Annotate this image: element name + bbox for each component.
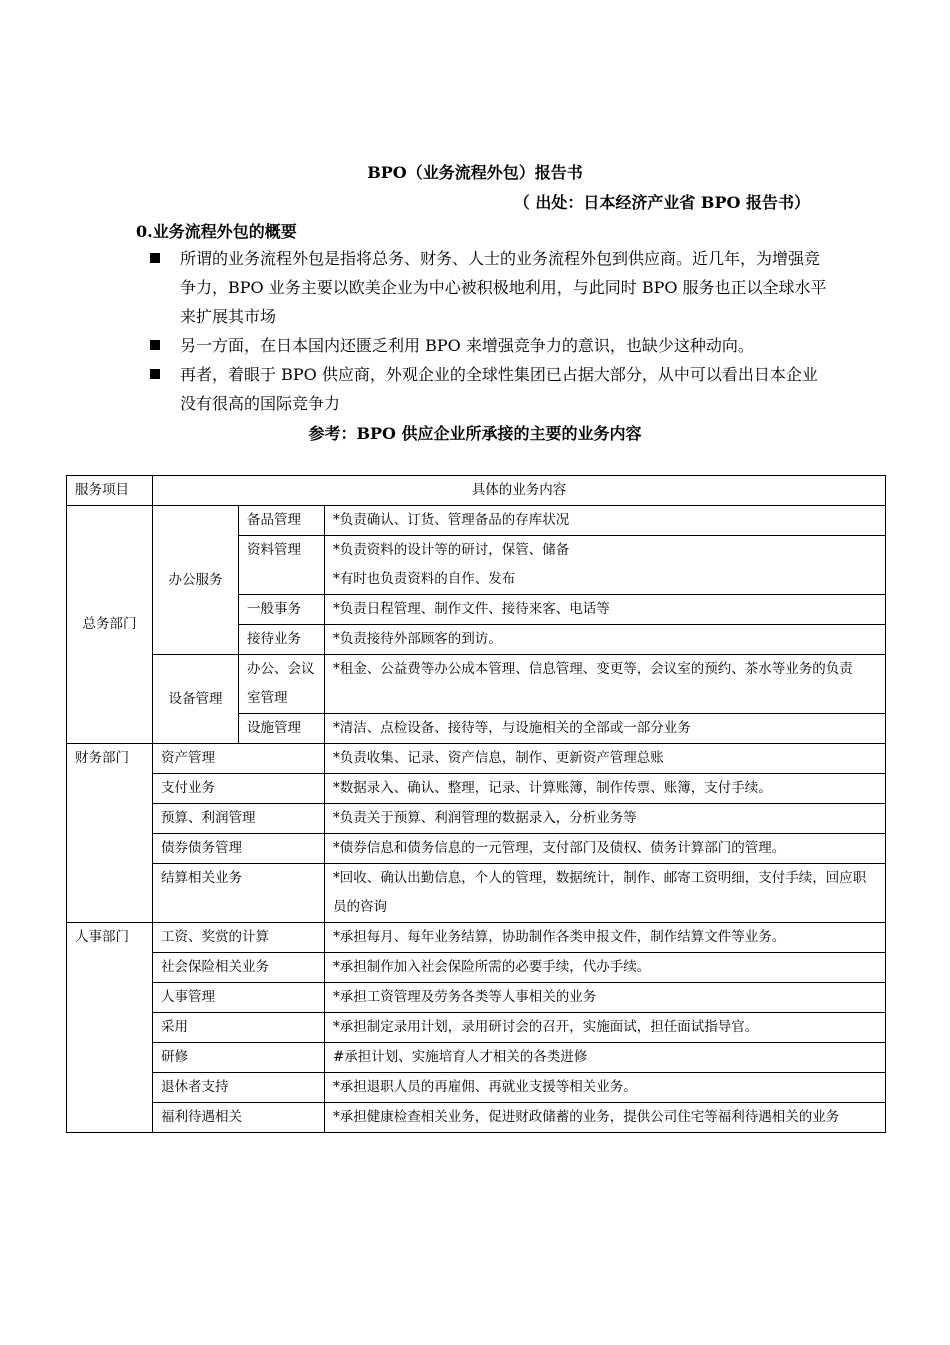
bullet-text: 所谓的业务流程外包是指将总务、财务、人士的业务流程外包到供应商。近几年，为增强竞争力，BPO 业务主要以欧美企业为中心被积极地利用，与此同时 BPO 服务也正以全球水平来扩展其市场 xyxy=(180,249,827,326)
table-row xyxy=(67,923,886,953)
desc-cell: *清洁、点检设备、接待等，与设施相关的全部或一部分业务 xyxy=(325,714,886,744)
group-facility-management: 设备管理 xyxy=(153,655,239,744)
table-row xyxy=(67,834,886,864)
reference-title: 参考：BPO 供应企业所承接的主要的业务内容 xyxy=(308,424,642,443)
item-cell: 办公、会议室管理 xyxy=(239,655,325,714)
item-cell: 研修 xyxy=(153,1043,325,1073)
item-cell: 资料管理 xyxy=(239,536,325,595)
desc-cell: *负责收集、记录、资产信息，制作、更新资产管理总账 xyxy=(325,744,886,774)
bullet-text: 再者，着眼于 BPO 供应商，外观企业的全球性集团已占据大部分，从中可以看出日本企业没有很高的国际竞争力 xyxy=(180,365,818,413)
square-bullet-icon xyxy=(150,369,160,379)
table-row xyxy=(67,1103,886,1133)
table-row xyxy=(67,864,886,923)
square-bullet-icon xyxy=(150,340,160,350)
desc-cell: *承担退职人员的再雇佣、再就业支援等相关业务。 xyxy=(325,1073,886,1103)
item-cell: 工资、奖赏的计算 xyxy=(153,923,325,953)
bullet-item xyxy=(148,244,828,331)
section-heading: 0.业务流程外包的概要 xyxy=(136,222,297,241)
desc-cell: *承担工资管理及劳务各类等人事相关的业务 xyxy=(325,983,886,1013)
desc-cell: *负责确认、订货、管理备品的存库状况 xyxy=(325,506,886,536)
desc-cell: *承担健康检查相关业务，促进财政储蓄的业务，提供公司住宅等福利待遇相关的业务 xyxy=(325,1103,886,1133)
table-row xyxy=(67,506,886,536)
bullet-item xyxy=(148,360,828,418)
desc-cell: *数据录入、确认、整理，记录、计算账簿，制作传票、账簿，支付手续。 xyxy=(325,774,886,804)
group-office-service: 办公服务 xyxy=(153,506,239,655)
header-service-item: 服务项目 xyxy=(67,476,153,506)
item-cell: 备品管理 xyxy=(239,506,325,536)
desc-cell: *回收、确认出勤信息，个人的管理，数据统计，制作、邮寄工资明细，支付手续，回应职员的咨询 xyxy=(325,864,886,923)
desc-cell: *负责日程管理、制作文件、接待来客、电话等 xyxy=(325,595,886,625)
desc-cell: *承担制定录用计划，录用研讨会的召开，实施面试，担任面试指导官。 xyxy=(325,1013,886,1043)
desc-cell: *负责关于预算、利润管理的数据录入，分析业务等 xyxy=(325,804,886,834)
table-row xyxy=(67,744,886,774)
desc-cell: *债券信息和债务信息的一元管理，支付部门及债权、债务计算部门的管理。 xyxy=(325,834,886,864)
table-header-row xyxy=(67,476,886,506)
service-table xyxy=(66,475,886,1133)
header-specific-content: 具体的业务内容 xyxy=(153,476,886,506)
table-row xyxy=(67,1043,886,1073)
dept-hr: 人事部门 xyxy=(67,923,153,1133)
item-cell: 退休者支持 xyxy=(153,1073,325,1103)
table-row xyxy=(67,953,886,983)
document-title: BPO（业务流程外包）报告书 xyxy=(367,163,583,182)
desc-cell: *承担制作加入社会保险所需的必要手续，代办手续。 xyxy=(325,953,886,983)
item-cell: 接待业务 xyxy=(239,625,325,655)
desc-cell: *有时也负责资料的自作、发布 xyxy=(325,565,886,595)
square-bullet-icon xyxy=(150,253,160,263)
desc-cell: #承担计划、实施培育人才相关的各类进修 xyxy=(325,1043,886,1073)
document-source: （ 出处：日本经济产业省 BPO 报告书） xyxy=(513,193,810,212)
item-cell: 支付业务 xyxy=(153,774,325,804)
desc-cell: *承担每月、每年业务结算，协助制作各类申报文件，制作结算文件等业务。 xyxy=(325,923,886,953)
table-row xyxy=(67,804,886,834)
overview-bullet-list xyxy=(148,244,828,418)
item-cell: 社会保险相关业务 xyxy=(153,953,325,983)
item-cell: 采用 xyxy=(153,1013,325,1043)
table-row xyxy=(67,1073,886,1103)
item-cell: 资产管理 xyxy=(153,744,325,774)
item-cell: 福利待遇相关 xyxy=(153,1103,325,1133)
bullet-text: 另一方面，在日本国内还匮乏利用 BPO 来增强竞争力的意识，也缺少这种动向。 xyxy=(180,336,754,355)
item-cell: 预算、利润管理 xyxy=(153,804,325,834)
dept-finance: 财务部门 xyxy=(67,744,153,923)
bullet-item xyxy=(148,331,828,360)
table-row xyxy=(67,983,886,1013)
dept-general: 总务部门 xyxy=(67,506,153,744)
item-cell: 设施管理 xyxy=(239,714,325,744)
table-row xyxy=(67,774,886,804)
desc-cell: *负责资料的设计等的研讨，保管、储备 xyxy=(325,536,886,566)
item-cell: 人事管理 xyxy=(153,983,325,1013)
item-cell: 债券债务管理 xyxy=(153,834,325,864)
item-cell: 结算相关业务 xyxy=(153,864,325,923)
desc-cell: *负责接待外部顾客的到访。 xyxy=(325,625,886,655)
desc-cell: *租金、公益费等办公成本管理、信息管理、变更等，会议室的预约、茶水等业务的负责 xyxy=(325,655,886,714)
table-row xyxy=(67,1013,886,1043)
item-cell: 一般事务 xyxy=(239,595,325,625)
